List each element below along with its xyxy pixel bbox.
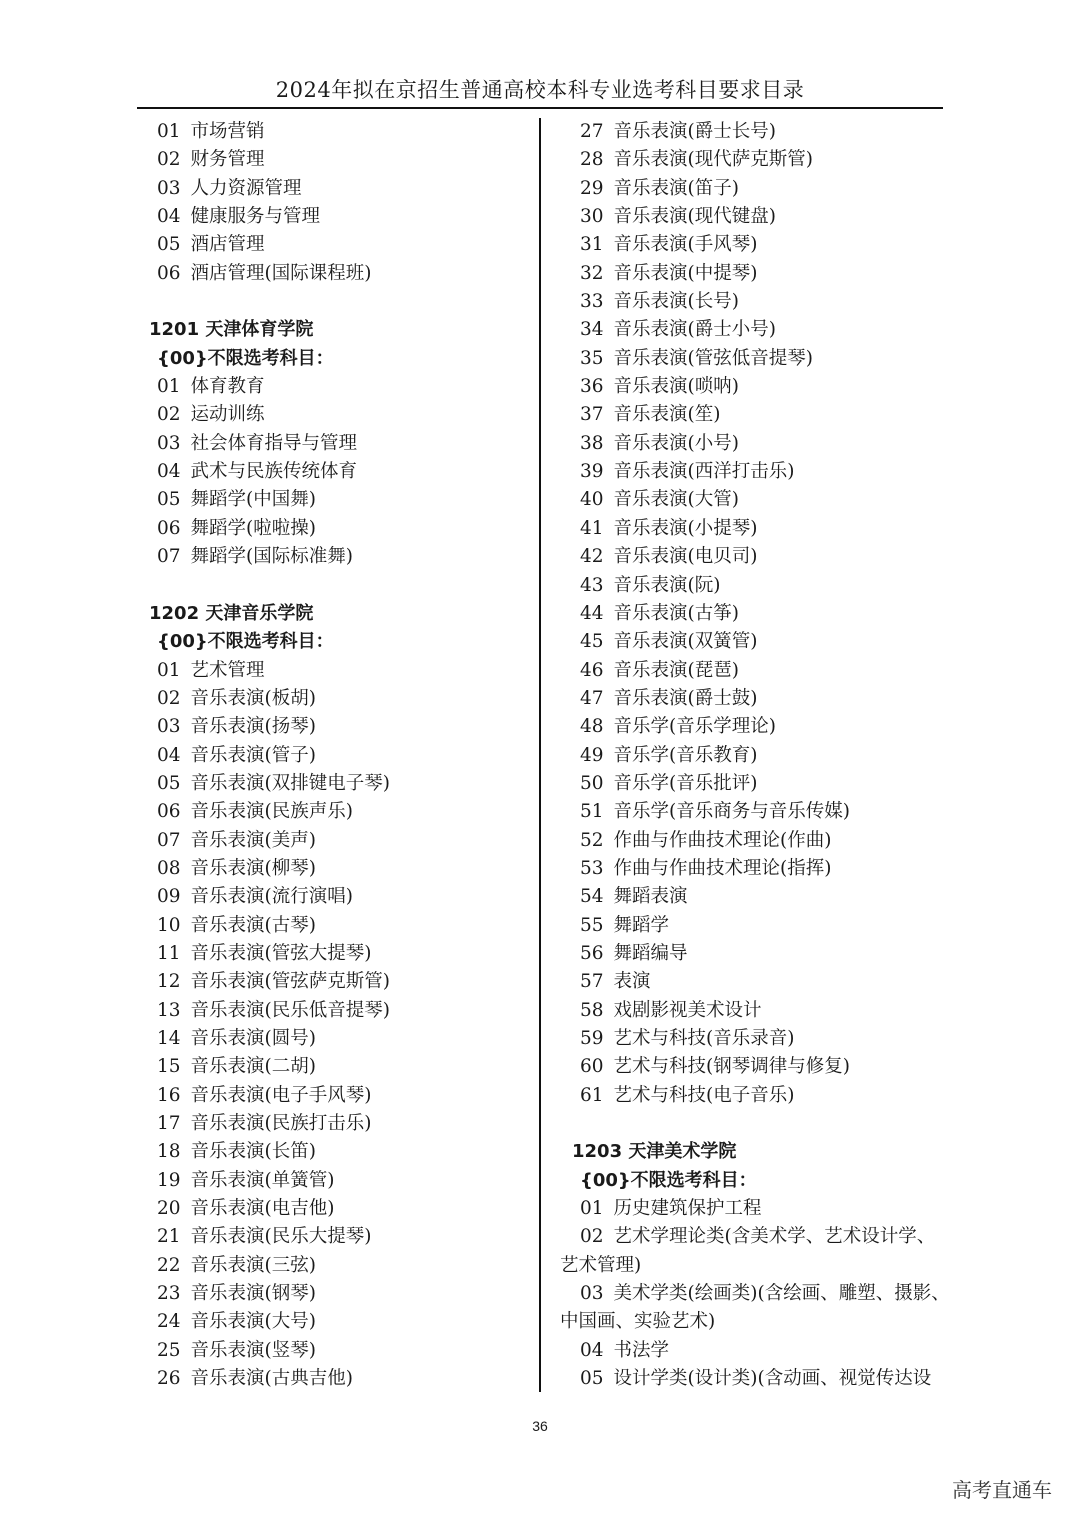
major-code: 52 xyxy=(580,829,604,851)
major-item xyxy=(137,827,532,855)
major-name: 音乐表演(管弦萨克斯管) xyxy=(190,971,390,993)
major-name: 音乐学(音乐教育) xyxy=(613,744,758,766)
major-item xyxy=(560,997,950,1025)
major-name: 音乐表演(爵士长号) xyxy=(613,121,776,142)
major-item xyxy=(137,203,532,231)
major-item xyxy=(560,1053,950,1081)
major-name: 设计学类(设计类)(含动画、视觉传达设 xyxy=(613,1368,932,1390)
major-name: 音乐表演(管弦大提琴) xyxy=(190,942,372,964)
major-code: 60 xyxy=(580,1056,604,1078)
major-item xyxy=(560,515,950,543)
major-name: 音乐表演(扬琴) xyxy=(190,716,316,738)
major-item xyxy=(137,1167,532,1195)
major-item xyxy=(560,657,950,685)
major-code: 21 xyxy=(157,1226,181,1248)
major-name: 音乐表演(中提琴) xyxy=(613,262,758,284)
major-item xyxy=(137,940,532,968)
major-item xyxy=(137,231,532,259)
major-item xyxy=(137,855,532,883)
spacer xyxy=(560,1110,950,1138)
major-code: 55 xyxy=(580,914,604,936)
major-item xyxy=(137,1110,532,1138)
major-code: 57 xyxy=(580,971,604,993)
major-name: 音乐表演(古典吉他) xyxy=(190,1368,353,1390)
major-item xyxy=(137,883,532,911)
major-name: 音乐表演(古筝) xyxy=(613,602,739,624)
major-name: 舞蹈学 xyxy=(613,914,670,936)
major-code: 06 xyxy=(157,262,181,284)
major-name: 音乐表演(民乐大提琴) xyxy=(190,1226,372,1248)
major-item xyxy=(137,997,532,1025)
major-item xyxy=(137,657,532,685)
major-name: 音乐表演(三弦) xyxy=(190,1254,316,1276)
major-item xyxy=(137,912,532,940)
major-code: 01 xyxy=(157,659,181,681)
major-code: 07 xyxy=(157,829,181,851)
column-divider xyxy=(539,118,541,1392)
major-name: 美术学类(绘画类)(含绘画、雕塑、摄影、 xyxy=(613,1283,950,1305)
major-name: 音乐表演(现代键盘) xyxy=(613,206,776,228)
major-item xyxy=(560,345,950,373)
major-item xyxy=(137,770,532,798)
major-code: 05 xyxy=(157,489,181,511)
major-code: 45 xyxy=(580,631,604,653)
major-code: 13 xyxy=(157,999,181,1021)
major-name: 音乐表演(现代萨克斯管) xyxy=(613,149,813,171)
major-name: 戏剧影视美术设计 xyxy=(613,999,762,1021)
major-name: 舞蹈表演 xyxy=(613,886,688,908)
major-code: 48 xyxy=(580,716,604,738)
major-code: 02 xyxy=(157,149,181,171)
major-name: 艺术与科技(音乐录音) xyxy=(613,1028,795,1049)
major-name: 音乐表演(小号) xyxy=(613,432,739,454)
major-code: 05 xyxy=(157,772,181,794)
subject-requirement: {00}不限选考科目： xyxy=(157,347,334,369)
major-code: 12 xyxy=(157,971,181,993)
major-name: 财务管理 xyxy=(190,149,265,171)
major-code: 01 xyxy=(157,376,181,398)
major-code: 04 xyxy=(157,206,181,228)
subject-requirement: {00}不限选考科目： xyxy=(157,631,334,653)
major-code: 24 xyxy=(157,1311,181,1333)
major-code: 29 xyxy=(580,177,604,199)
major-name: 音乐表演(单簧管) xyxy=(190,1169,335,1191)
major-code: 09 xyxy=(157,886,181,908)
major-name: 音乐表演(管子) xyxy=(190,744,316,766)
major-code: 49 xyxy=(580,744,604,766)
major-code: 02 xyxy=(157,404,181,426)
major-code: 01 xyxy=(157,121,181,142)
major-item xyxy=(137,260,532,288)
major-item xyxy=(137,713,532,741)
major-code: 33 xyxy=(580,291,604,313)
major-item xyxy=(560,543,950,571)
major-code: 06 xyxy=(157,801,181,823)
major-code: 03 xyxy=(580,1283,604,1305)
subject-requirement: {00}不限选考科目： xyxy=(580,1169,757,1191)
major-item-continuation: 中国画、实验艺术) xyxy=(560,1311,716,1333)
major-name: 舞蹈学(啦啦操) xyxy=(190,517,316,539)
major-name: 音乐表演(二胡) xyxy=(190,1056,316,1078)
major-item xyxy=(137,685,532,713)
major-name: 艺术与科技(电子音乐) xyxy=(613,1084,795,1106)
major-code: 25 xyxy=(157,1339,181,1361)
major-name: 舞蹈编导 xyxy=(613,942,688,964)
major-item xyxy=(560,1025,950,1053)
major-code: 06 xyxy=(157,517,181,539)
major-name: 音乐表演(双排键电子琴) xyxy=(190,772,390,794)
major-item xyxy=(560,600,950,628)
major-code: 34 xyxy=(580,319,604,341)
major-item xyxy=(560,486,950,514)
major-name: 音乐表演(长号) xyxy=(613,291,739,313)
major-item xyxy=(560,260,950,288)
major-code: 27 xyxy=(580,121,604,142)
major-item xyxy=(560,1365,950,1393)
major-item xyxy=(137,118,532,146)
major-name: 舞蹈学(国际标准舞) xyxy=(190,546,353,568)
major-code: 36 xyxy=(580,376,604,398)
major-name: 音乐表演(流行演唱) xyxy=(190,886,353,908)
spacer xyxy=(137,572,532,600)
major-code: 54 xyxy=(580,886,604,908)
major-name: 音乐表演(大管) xyxy=(613,489,739,511)
major-name: 作曲与作曲技术理论(作曲) xyxy=(613,829,832,851)
major-code: 10 xyxy=(157,914,181,936)
major-item xyxy=(560,458,950,486)
major-code: 32 xyxy=(580,262,604,284)
major-item xyxy=(137,1337,532,1365)
major-name: 音乐学(音乐商务与音乐传媒) xyxy=(613,801,850,823)
major-name: 音乐学(音乐学理论) xyxy=(613,716,776,738)
major-name: 书法学 xyxy=(613,1339,670,1361)
major-code: 18 xyxy=(157,1141,181,1163)
major-code: 35 xyxy=(580,347,604,369)
major-name: 作曲与作曲技术理论(指挥) xyxy=(613,857,832,879)
major-item xyxy=(137,1138,532,1166)
major-code: 59 xyxy=(580,1028,604,1049)
major-code: 37 xyxy=(580,404,604,426)
major-code: 43 xyxy=(580,574,604,596)
major-item xyxy=(137,458,532,486)
major-name: 市场营销 xyxy=(190,121,265,142)
major-code: 17 xyxy=(157,1113,181,1135)
major-item xyxy=(560,855,950,883)
major-item xyxy=(560,628,950,656)
college-heading: 1202 天津音乐学院 xyxy=(149,602,314,624)
major-item xyxy=(560,940,950,968)
major-name: 音乐表演(古琴) xyxy=(190,914,316,936)
major-item xyxy=(137,401,532,429)
major-name: 音乐表演(美声) xyxy=(190,829,316,851)
major-item xyxy=(137,373,532,401)
major-name: 运动训练 xyxy=(190,404,265,426)
major-name: 音乐表演(民族声乐) xyxy=(190,801,353,823)
major-name: 音乐表演(圆号) xyxy=(190,1028,316,1049)
major-code: 44 xyxy=(580,602,604,624)
major-item xyxy=(137,798,532,826)
major-item xyxy=(137,1252,532,1280)
major-item xyxy=(560,316,950,344)
major-item xyxy=(137,175,532,203)
major-code: 50 xyxy=(580,772,604,794)
major-item xyxy=(560,1337,950,1365)
college-heading: 1203 天津美术学院 xyxy=(572,1141,737,1163)
major-code: 31 xyxy=(580,234,604,256)
major-code: 03 xyxy=(157,177,181,199)
major-code: 41 xyxy=(580,517,604,539)
major-item xyxy=(560,968,950,996)
major-code: 03 xyxy=(157,432,181,454)
major-code: 01 xyxy=(580,1198,604,1220)
major-name: 音乐表演(板胡) xyxy=(190,687,316,709)
major-code: 02 xyxy=(157,687,181,709)
major-item xyxy=(137,1223,532,1251)
major-name: 音乐表演(爵士小号) xyxy=(613,319,776,341)
major-item xyxy=(560,883,950,911)
major-name: 音乐表演(电贝司) xyxy=(613,546,758,568)
major-item xyxy=(560,827,950,855)
major-item xyxy=(560,231,950,259)
major-code: 14 xyxy=(157,1028,181,1049)
major-code: 56 xyxy=(580,942,604,964)
major-name: 音乐表演(电吉他) xyxy=(190,1198,335,1220)
major-item xyxy=(560,1280,950,1308)
major-code: 08 xyxy=(157,857,181,879)
major-item xyxy=(560,175,950,203)
major-code: 39 xyxy=(580,461,604,483)
major-name: 艺术管理 xyxy=(190,659,265,681)
major-name: 音乐表演(电子手风琴) xyxy=(190,1084,372,1106)
spacer xyxy=(137,288,532,316)
major-name: 音乐表演(笙) xyxy=(613,404,721,426)
major-code: 38 xyxy=(580,432,604,454)
major-item xyxy=(560,912,950,940)
major-code: 42 xyxy=(580,546,604,568)
major-item xyxy=(560,373,950,401)
major-item xyxy=(560,713,950,741)
major-name: 音乐表演(管弦低音提琴) xyxy=(613,347,813,369)
major-code: 19 xyxy=(157,1169,181,1191)
major-name: 音乐表演(民乐低音提琴) xyxy=(190,999,390,1021)
major-code: 02 xyxy=(580,1226,604,1248)
major-name: 武术与民族传统体育 xyxy=(190,461,358,483)
right-column xyxy=(560,118,950,1393)
major-item xyxy=(137,742,532,770)
college-heading: 1201 天津体育学院 xyxy=(149,319,314,341)
major-item xyxy=(137,1082,532,1110)
major-item xyxy=(137,543,532,571)
major-name: 音乐表演(爵士鼓) xyxy=(613,687,758,709)
major-name: 音乐学(音乐批评) xyxy=(613,772,758,794)
major-item xyxy=(560,430,950,458)
major-name: 音乐表演(柳琴) xyxy=(190,857,316,879)
major-name: 酒店管理 xyxy=(190,234,265,256)
major-code: 04 xyxy=(580,1339,604,1361)
major-item xyxy=(560,798,950,826)
major-name: 舞蹈学(中国舞) xyxy=(190,489,316,511)
major-item xyxy=(137,968,532,996)
major-item xyxy=(137,515,532,543)
major-code: 26 xyxy=(157,1368,181,1390)
major-code: 58 xyxy=(580,999,604,1021)
major-name: 音乐表演(小提琴) xyxy=(613,517,758,539)
major-code: 22 xyxy=(157,1254,181,1276)
major-code: 04 xyxy=(157,461,181,483)
major-item xyxy=(137,1365,532,1393)
major-name: 音乐表演(唢呐) xyxy=(613,376,739,398)
major-name: 音乐表演(西洋打击乐) xyxy=(613,461,795,483)
major-item xyxy=(560,146,950,174)
major-name: 音乐表演(手风琴) xyxy=(613,234,758,256)
major-item xyxy=(137,1053,532,1081)
major-name: 社会体育指导与管理 xyxy=(190,432,358,454)
major-code: 07 xyxy=(157,546,181,568)
major-item xyxy=(137,1195,532,1223)
major-name: 音乐表演(笛子) xyxy=(613,177,739,199)
major-code: 40 xyxy=(580,489,604,511)
major-item xyxy=(137,1025,532,1053)
header-rule xyxy=(137,107,943,109)
major-code: 46 xyxy=(580,659,604,681)
major-code: 05 xyxy=(580,1368,604,1390)
major-name: 历史建筑保护工程 xyxy=(613,1198,762,1220)
major-code: 23 xyxy=(157,1283,181,1305)
major-name: 音乐表演(竖琴) xyxy=(190,1339,316,1361)
major-item xyxy=(560,770,950,798)
major-name: 健康服务与管理 xyxy=(190,206,321,228)
major-code: 16 xyxy=(157,1084,181,1106)
major-code: 51 xyxy=(580,801,604,823)
major-name: 酒店管理(国际课程班) xyxy=(190,262,372,284)
page-number: 36 xyxy=(532,1418,548,1434)
major-item xyxy=(560,401,950,429)
major-name: 音乐表演(钢琴) xyxy=(190,1283,316,1305)
watermark: 高考直通车 xyxy=(952,1478,1052,1502)
major-item xyxy=(560,1195,950,1223)
major-item xyxy=(560,203,950,231)
major-item xyxy=(560,1082,950,1110)
major-item xyxy=(137,1280,532,1308)
major-item xyxy=(560,685,950,713)
major-name: 音乐表演(双簧管) xyxy=(613,631,758,653)
major-item xyxy=(560,572,950,600)
major-name: 音乐表演(长笛) xyxy=(190,1141,316,1163)
major-name: 表演 xyxy=(613,971,651,993)
major-item xyxy=(137,430,532,458)
major-code: 61 xyxy=(580,1084,604,1106)
major-code: 04 xyxy=(157,744,181,766)
major-code: 05 xyxy=(157,234,181,256)
major-item xyxy=(560,288,950,316)
left-column xyxy=(137,118,532,1393)
major-name: 音乐表演(大号) xyxy=(190,1311,316,1333)
major-code: 11 xyxy=(157,942,181,964)
major-name: 音乐表演(民族打击乐) xyxy=(190,1113,372,1135)
major-name: 音乐表演(琵琶) xyxy=(613,659,739,681)
major-code: 53 xyxy=(580,857,604,879)
major-item xyxy=(137,486,532,514)
major-item xyxy=(137,146,532,174)
major-item xyxy=(560,742,950,770)
major-name: 音乐表演(阮) xyxy=(613,574,721,596)
major-code: 47 xyxy=(580,687,604,709)
major-name: 体育教育 xyxy=(190,376,265,398)
major-code: 03 xyxy=(157,716,181,738)
major-item xyxy=(137,1308,532,1336)
major-name: 人力资源管理 xyxy=(190,177,302,199)
major-name: 艺术学理论类(含美术学、艺术设计学、 xyxy=(613,1226,936,1248)
page-title: 2024年拟在京招生普通高校本科专业选考科目要求目录 xyxy=(275,78,805,102)
major-code: 28 xyxy=(580,149,604,171)
major-name: 艺术与科技(钢琴调律与修复) xyxy=(613,1056,850,1078)
major-code: 30 xyxy=(580,206,604,228)
major-item xyxy=(560,1223,950,1251)
major-item-continuation: 艺术管理) xyxy=(560,1254,642,1276)
major-item xyxy=(560,118,950,146)
major-code: 15 xyxy=(157,1056,181,1078)
major-code: 20 xyxy=(157,1198,181,1220)
